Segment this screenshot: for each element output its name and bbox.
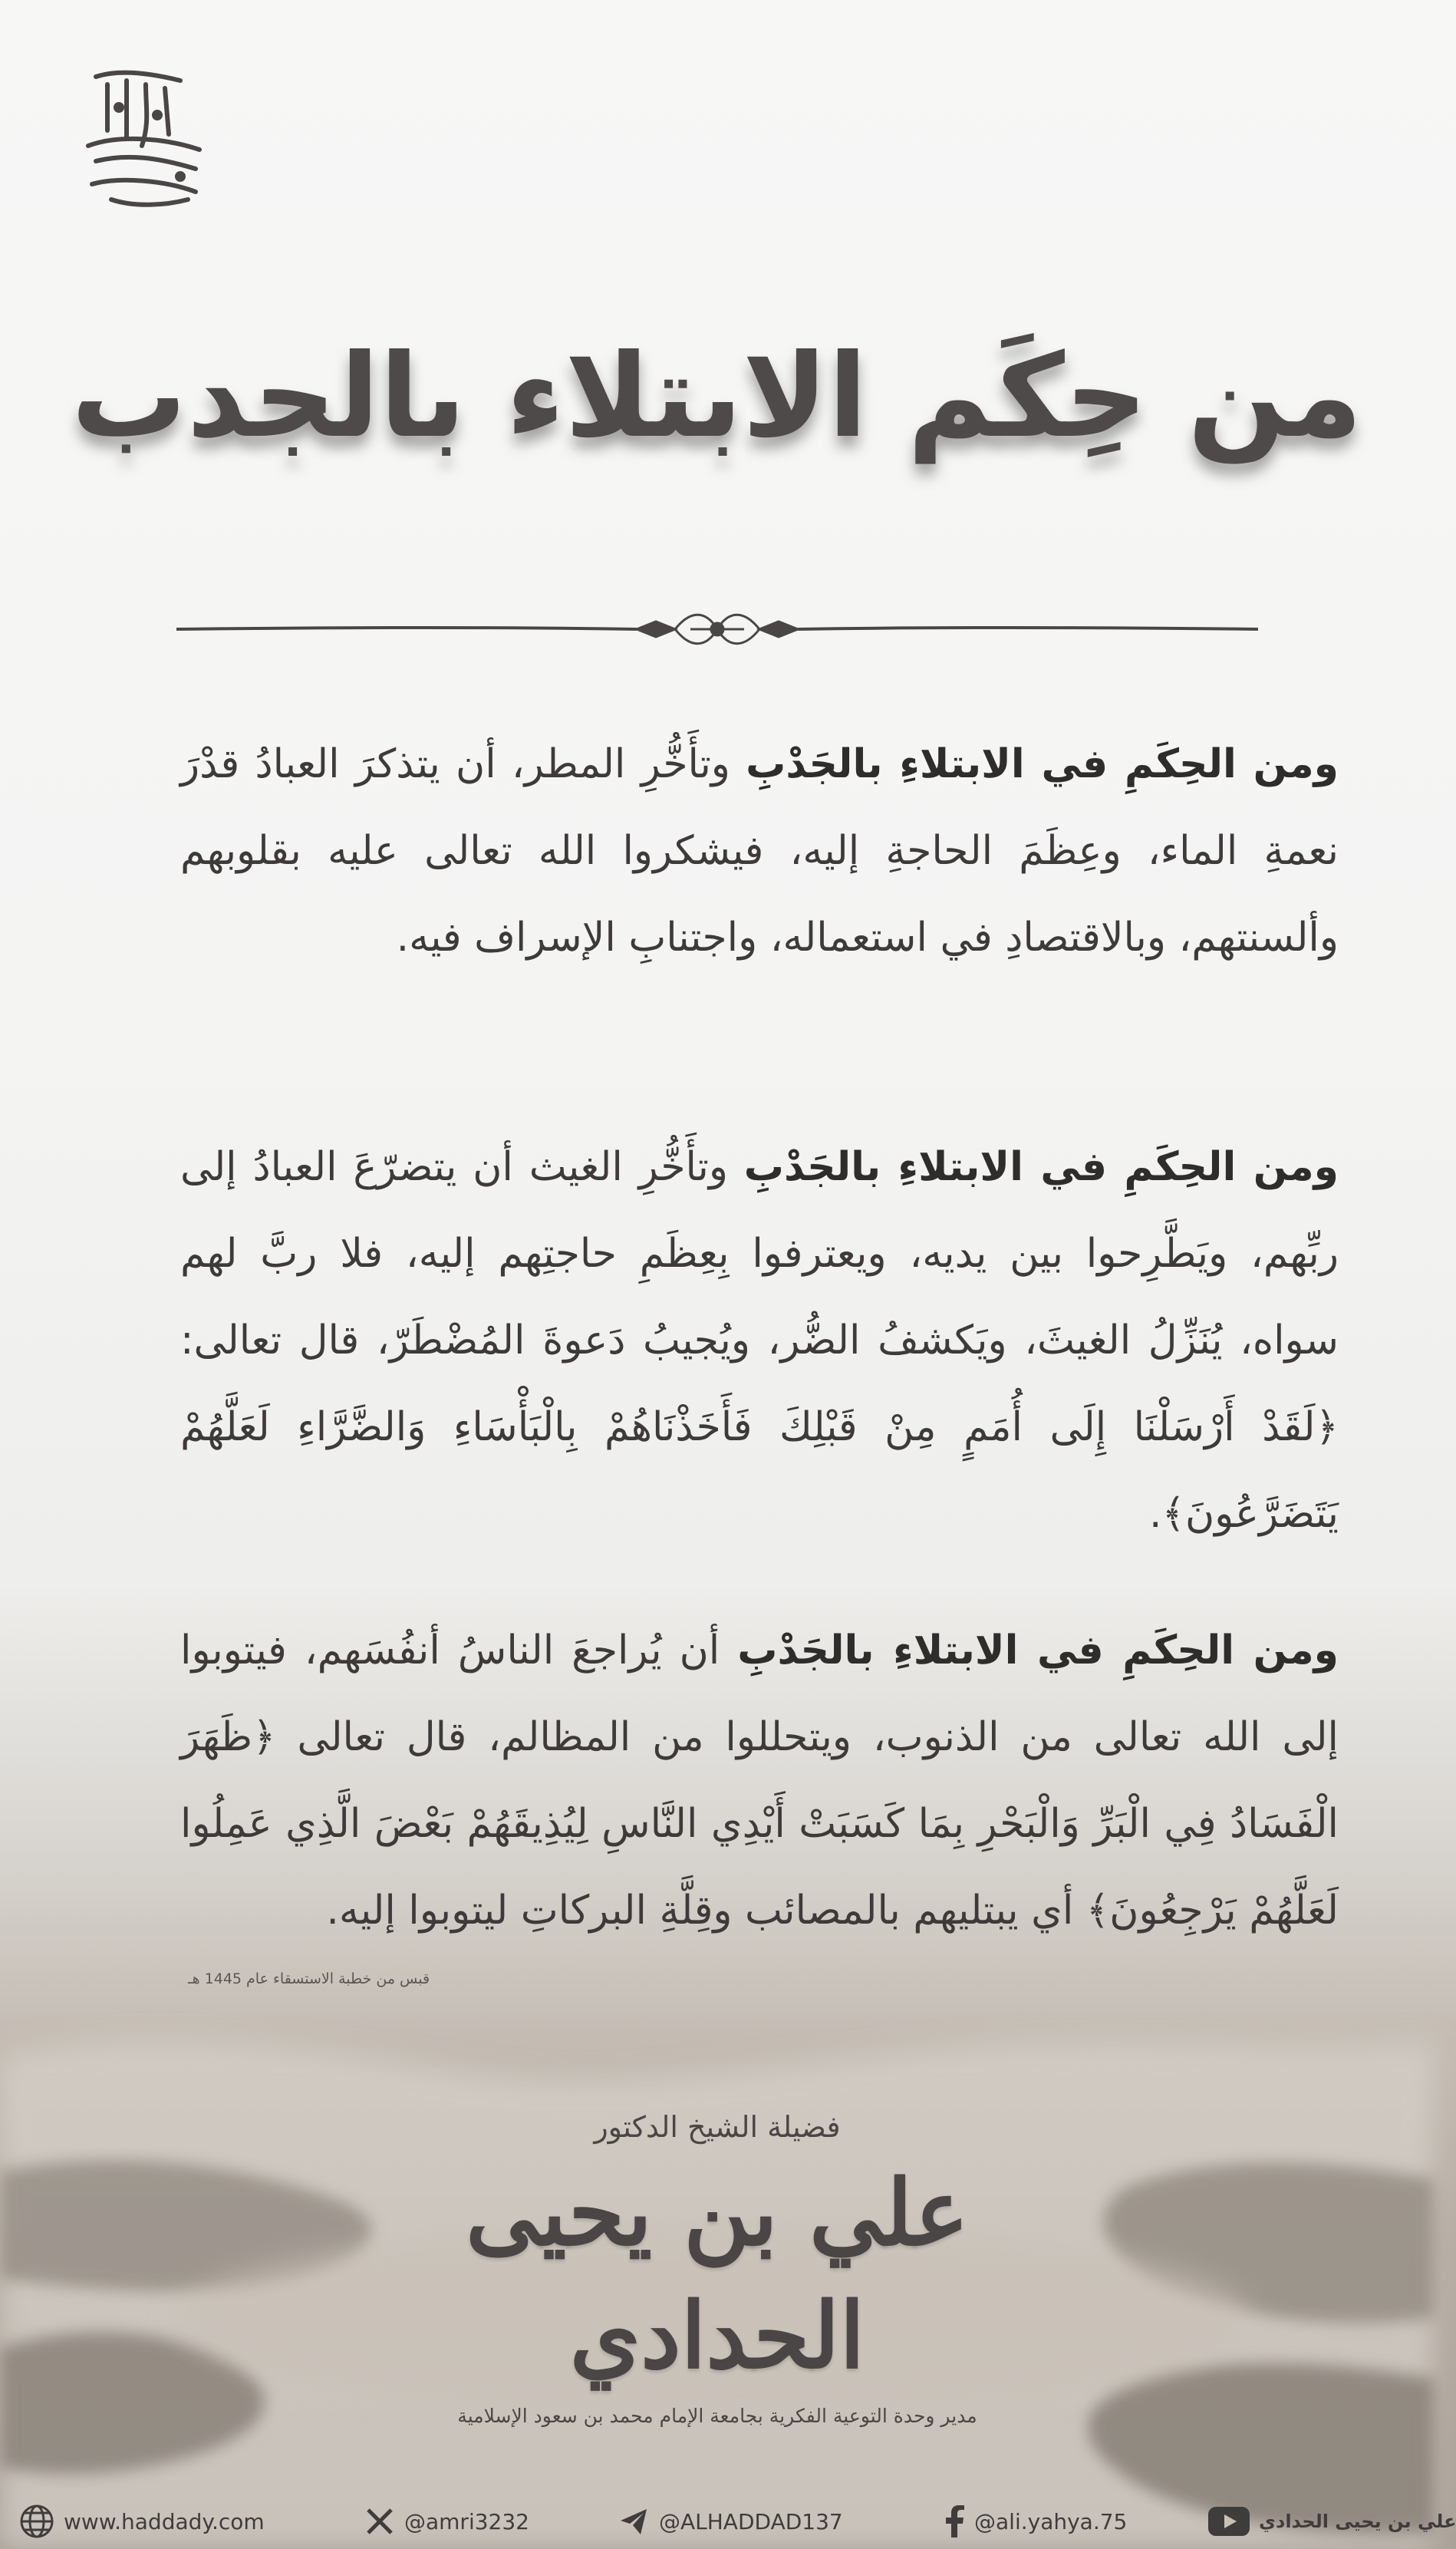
calligraphy-logo — [73, 61, 211, 215]
website-link[interactable] — [19, 2494, 265, 2549]
youtube-channel-text: علي بن يحيى الحدادي — [1259, 2511, 1456, 2532]
paragraph-3-lead: ومن الحِكَمِ في الابتلاءِ بالجَدْبِ — [737, 1627, 1339, 1674]
paragraph-2-body: وتأَخُّرِ الغيث أن يتضرّعَ العبادُ إلى ربِّهم، ويَطَّرِحوا بين يديه، ويعترفوا بِعِظَمِ حاجتِهم إليه، فلا ربَّ لهم سواه، يُنَزِّلُ الغيثَ، ويَكشفُ الضُّر، ويُجيبُ دَعوةَ المُضْطَرّ، قال تعالى: ﴿لَقَدْ أَرْسَلْنَا إِلَى أُمَمٍ مِنْ قَبْلِكَ فَأَخَذْنَاهُمْ بِالْبَأْسَاءِ وَالضَّرَّاءِ لَعَلَّهُمْ يَتَضَرَّعُونَ﴾. — [180, 1144, 1339, 1537]
x-link[interactable] — [364, 2494, 529, 2549]
paragraph-1-lead: ومن الحِكَمِ في الابتلاءِ بالجَدْبِ — [746, 741, 1339, 787]
website-text: www.haddady.com — [64, 2508, 265, 2534]
x-handle-text: @amri3232 — [404, 2508, 529, 2534]
facebook-icon — [944, 2505, 965, 2537]
telegram-handle-text: @ALHADDAD137 — [659, 2508, 843, 2534]
youtube-icon — [1208, 2507, 1250, 2536]
paragraph-1-body: وتأَخُّرِ المطر، أن يتذكرَ العبادُ قدْرَ نعمةِ الماء، وعِظَمَ الحاجةِ إليه، فيشكروا الله تعالى عليه بقلوبهم وألسنتهم، وبالاقتصادِ في استعماله، واجتنابِ الإسراف فيه. — [180, 741, 1339, 961]
telegram-link[interactable] — [618, 2494, 843, 2549]
author-signature — [430, 2110, 1005, 2427]
telegram-icon — [618, 2505, 650, 2537]
social-footer — [0, 2494, 1456, 2549]
source-note: قبس من خطبة الاستسقاء عام 1445 هـ — [188, 1970, 430, 1987]
facebook-link[interactable] — [944, 2494, 1127, 2549]
page-title: من حِكَم الابتلاء بالجدب — [71, 330, 1363, 463]
ornamental-divider — [176, 606, 1258, 652]
calligraphy-logo-icon — [73, 61, 211, 215]
paragraph-3-body: أن يُراجعَ الناسُ أنفُسَهم، فيتوبوا إلى الله تعالى من الذنوب، ويتحللوا من المظالم، قال تعالى ﴿ظَهَرَ الْفَسَادُ فِي الْبَرِّ وَالْبَحْرِ بِمَا كَسَبَتْ أَيْدِي النَّاسِ لِيُذِيقَهُمْ بَعْضَ الَّذِي عَمِلُوا لَعَلَّهُمْ يَرْجِعُونَ﴾ أي يبتليهم بالمصائب وقِلَّةِ البركاتِ ليتوبوا إليه. — [180, 1627, 1339, 1934]
globe-icon — [19, 2504, 54, 2539]
signature-position: مدير وحدة التوعية الفكرية بجامعة الإمام محمد بن سعود الإسلامية — [457, 2405, 977, 2427]
paragraph-2-lead: ومن الحِكَمِ في الابتلاءِ بالجَدْبِ — [743, 1144, 1339, 1190]
paragraph-3 — [180, 1608, 1339, 1954]
x-logo-icon — [364, 2506, 395, 2537]
signature-name: علي بن يحيى الحدادي — [466, 2159, 969, 2389]
paragraph-1 — [180, 721, 1339, 981]
facebook-handle-text: @ali.yahya.75 — [974, 2508, 1128, 2534]
signature-honorific: فضيلة الشيخ الدكتور — [594, 2110, 841, 2144]
paragraph-2 — [180, 1124, 1339, 1558]
youtube-link[interactable] — [1208, 2494, 1456, 2549]
